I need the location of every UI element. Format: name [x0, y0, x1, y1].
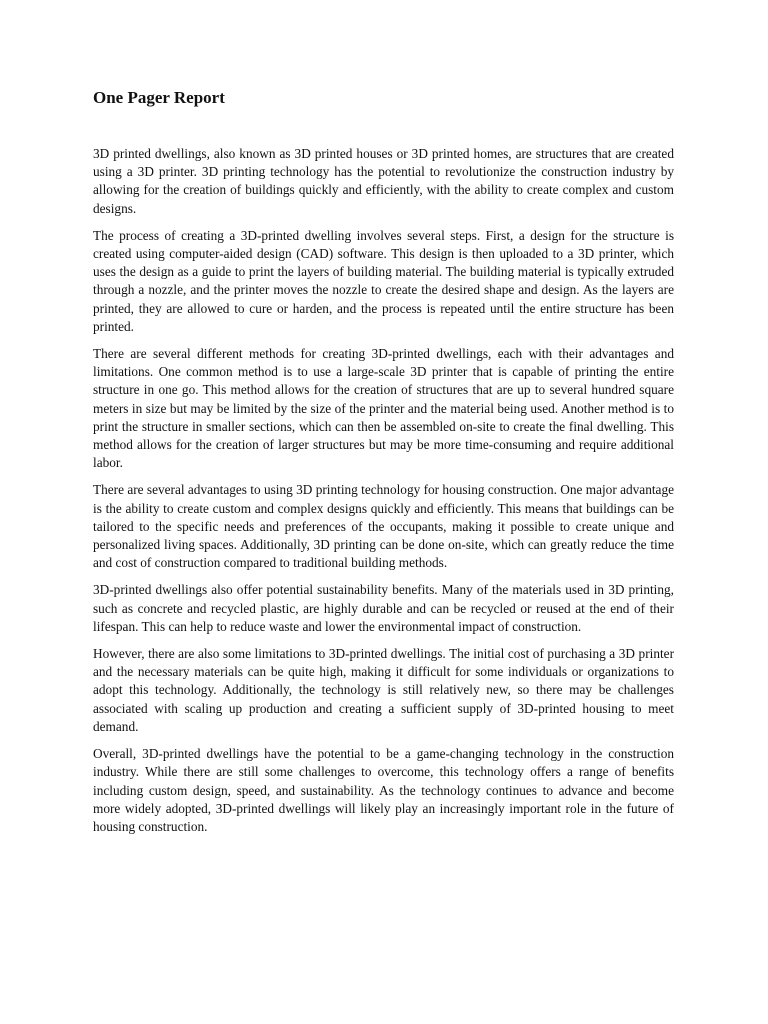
paragraph-process: The process of creating a 3D-printed dwelling involves several steps. First, a design for the structure is created using computer-aided design (CAD) software. This design is then uploaded to a 3D printer, which uses the design as a guide to print the layers of building material. The building material is typically extruded through a nozzle, and the printer moves the nozzle to create the desired shape and design. As the layers are printed, they are allowed to cure or harden, and the process is repeated until the entire structure has been printed. — [93, 227, 674, 334]
paragraph-sustainability: 3D-printed dwellings also offer potential sustainability benefits. Many of the materials used in 3D printing, such as concrete and recycled plastic, are highly durable and can be recycled or reused at the end of their lifespan. This can help to reduce waste and lower the environmental impact of construction. — [93, 582, 674, 634]
document-title: One Pager Report — [93, 88, 225, 107]
paragraph-intro: 3D printed dwellings, also known as 3D printed houses or 3D printed homes, are structures that are created using a 3D printer. 3D printing technology has the potential to revolutionize the construction industry by allowing for the creation of buildings quickly and efficiently, with the ability to create complex and custom designs. — [93, 146, 674, 216]
paragraph-conclusion: Overall, 3D-printed dwellings have the potential to be a game-changing technology in the construction industry. While there are still some challenges to overcome, this technology offers a range of benefits including custom design, speed, and sustainability. As the technology continues to advance and become more widely adopted, 3D-printed dwellings will likely play an increasingly important role in the future of housing construction. — [93, 746, 674, 834]
paragraph-methods: There are several different methods for creating 3D-printed dwellings, each with their advantages and limitations. One common method is to use a large-scale 3D printer that is capable of printing the entire structure in one go. This method allows for the creation of structures that are up to several hundred square meters in size but may be limited by the size of the printer and the material being used. Another method is to print the structure in smaller sections, which can then be assembled on-site to create the final dwelling. This method allows for the creation of larger structures but may be more time-consuming and require additional labor. — [93, 346, 674, 471]
paragraph-advantages: There are several advantages to using 3D printing technology for housing construction. One major advantage is the ability to create custom and complex designs quickly and efficiently. This means that buildings can be tailored to the specific needs and preferences of the occupants, making it possible to create unique and personalized living spaces. Additionally, 3D printing can be done on-site, which can greatly reduce the time and cost of construction compared to traditional building methods. — [93, 482, 674, 571]
document-page — [93, 87, 674, 845]
paragraph-limitations: However, there are also some limitations to 3D-printed dwellings. The initial cost of purchasing a 3D printer and the necessary materials can be quite high, making it difficult for some individuals or organizations to adopt this technology. Additionally, the technology is still relatively new, so there may be challenges associated with scaling up production and creating a sufficient supply of 3D-printed housing to meet demand. — [93, 646, 674, 734]
